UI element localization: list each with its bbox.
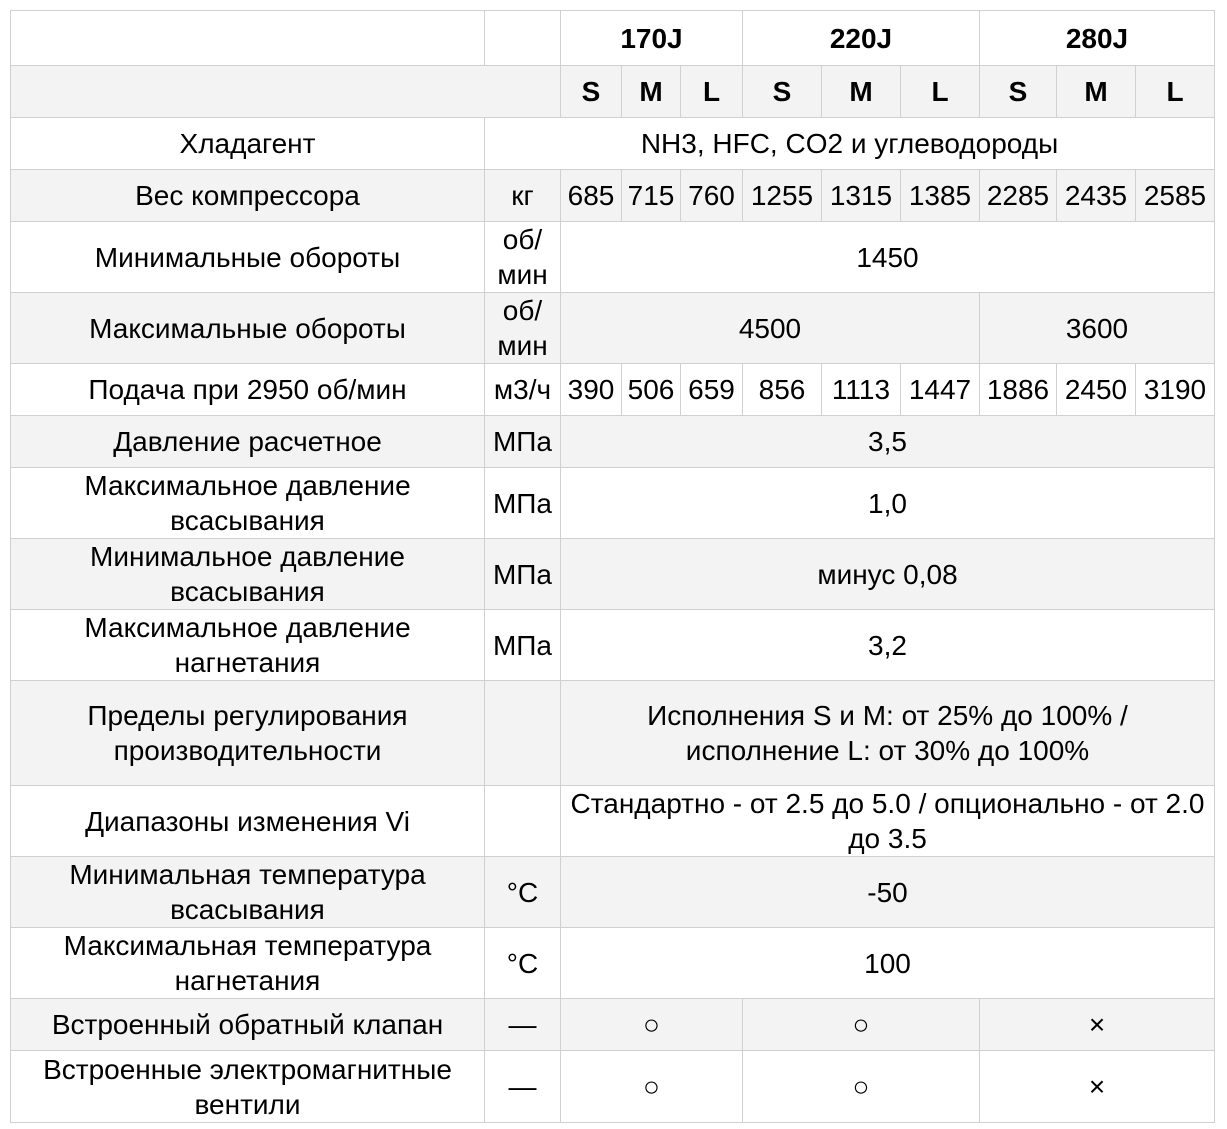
size-cell: L	[681, 66, 743, 118]
value-cell: 2285	[980, 170, 1057, 222]
row-label: Встроенные электромагнитные вентили	[11, 1051, 485, 1123]
row-value: NH3, HFC, CO2 и углеводороды	[485, 118, 1215, 170]
row-unit: МПа	[485, 416, 561, 468]
row-unit: °C	[485, 857, 561, 928]
row-unit: —	[485, 999, 561, 1051]
row-value: 3600	[980, 293, 1215, 364]
row-label: Максимальная температура нагнетания	[11, 928, 485, 999]
row-label: Встроенный обратный клапан	[11, 999, 485, 1051]
row-value: 3,2	[561, 610, 1215, 681]
row-max-suction-pressure	[11, 468, 1215, 539]
row-value: 4500	[561, 293, 980, 364]
model-280j: 280J	[980, 11, 1215, 66]
row-max-speed	[11, 293, 1215, 364]
row-unit: об/ мин	[485, 293, 561, 364]
value-cell: 760	[681, 170, 743, 222]
row-max-discharge-pressure	[11, 610, 1215, 681]
row-design-pressure	[11, 416, 1215, 468]
value-cell: 3190	[1136, 364, 1215, 416]
row-value: 1450	[561, 222, 1215, 293]
size-cell: M	[1057, 66, 1136, 118]
size-cell: S	[743, 66, 822, 118]
row-unit: кг	[485, 170, 561, 222]
row-value: Исполнения S и M: от 25% до 100% / исполнение L: от 30% до 100%	[561, 681, 1215, 786]
row-unit: МПа	[485, 610, 561, 681]
row-label: Давление расчетное	[11, 416, 485, 468]
value-cell: 1315	[822, 170, 901, 222]
row-check-valve	[11, 999, 1215, 1051]
row-unit: м3/ч	[485, 364, 561, 416]
availability-mark: ○	[743, 999, 980, 1051]
row-value: 3,5	[561, 416, 1215, 468]
blank-cell	[11, 66, 561, 118]
model-header-row	[11, 11, 1215, 66]
size-cell: L	[1136, 66, 1215, 118]
value-cell: 1113	[822, 364, 901, 416]
row-unit: МПа	[485, 539, 561, 610]
size-cell: S	[980, 66, 1057, 118]
value-cell: 715	[622, 170, 681, 222]
value-cell: 1447	[901, 364, 980, 416]
row-value: -50	[561, 857, 1215, 928]
row-label: Максимальное давление всасывания	[11, 468, 485, 539]
size-cell: L	[901, 66, 980, 118]
row-weight	[11, 170, 1215, 222]
row-unit: °C	[485, 928, 561, 999]
size-cell: S	[561, 66, 622, 118]
row-value: 1,0	[561, 468, 1215, 539]
row-value: 100	[561, 928, 1215, 999]
row-vi-range	[11, 786, 1215, 857]
row-min-suction-pressure	[11, 539, 1215, 610]
availability-mark: ○	[561, 1051, 743, 1123]
model-220j: 220J	[743, 11, 980, 66]
value-cell: 1886	[980, 364, 1057, 416]
row-label: Минимальные обороты	[11, 222, 485, 293]
row-label: Минимальное давление всасывания	[11, 539, 485, 610]
size-header-row	[11, 66, 1215, 118]
value-cell: 685	[561, 170, 622, 222]
row-max-discharge-temp	[11, 928, 1215, 999]
value-cell: 1385	[901, 170, 980, 222]
model-170j: 170J	[561, 11, 743, 66]
row-label: Диапазоны изменения Vi	[11, 786, 485, 857]
row-label: Хладагент	[11, 118, 485, 170]
row-unit	[485, 786, 561, 857]
value-cell: 856	[743, 364, 822, 416]
size-cell: M	[822, 66, 901, 118]
row-label: Максимальное давление нагнетания	[11, 610, 485, 681]
availability-mark: ×	[980, 1051, 1215, 1123]
availability-mark: ○	[743, 1051, 980, 1123]
row-min-suction-temp	[11, 857, 1215, 928]
row-label: Минимальная температура всасывания	[11, 857, 485, 928]
row-value: Стандартно - от 2.5 до 5.0 / опционально - от 2.0 до 3.5	[561, 786, 1215, 857]
row-value: минус 0,08	[561, 539, 1215, 610]
blank-cell	[485, 11, 561, 66]
value-cell: 1255	[743, 170, 822, 222]
row-label: Вес компрессора	[11, 170, 485, 222]
row-flow	[11, 364, 1215, 416]
value-cell: 2435	[1057, 170, 1136, 222]
row-min-speed	[11, 222, 1215, 293]
row-unit	[485, 681, 561, 786]
row-unit: —	[485, 1051, 561, 1123]
availability-mark: ○	[561, 999, 743, 1051]
blank-cell	[11, 11, 485, 66]
row-refrigerant	[11, 118, 1215, 170]
row-solenoid-valves	[11, 1051, 1215, 1123]
availability-mark: ×	[980, 999, 1215, 1051]
value-cell: 506	[622, 364, 681, 416]
row-label: Максимальные обороты	[11, 293, 485, 364]
value-cell: 390	[561, 364, 622, 416]
value-cell: 2450	[1057, 364, 1136, 416]
row-capacity-control	[11, 681, 1215, 786]
value-cell: 659	[681, 364, 743, 416]
spec-table	[10, 10, 1215, 1123]
value-cell: 2585	[1136, 170, 1215, 222]
row-unit: МПа	[485, 468, 561, 539]
row-unit: об/ мин	[485, 222, 561, 293]
row-label: Подача при 2950 об/мин	[11, 364, 485, 416]
size-cell: M	[622, 66, 681, 118]
row-label: Пределы регулирования производительности	[11, 681, 485, 786]
